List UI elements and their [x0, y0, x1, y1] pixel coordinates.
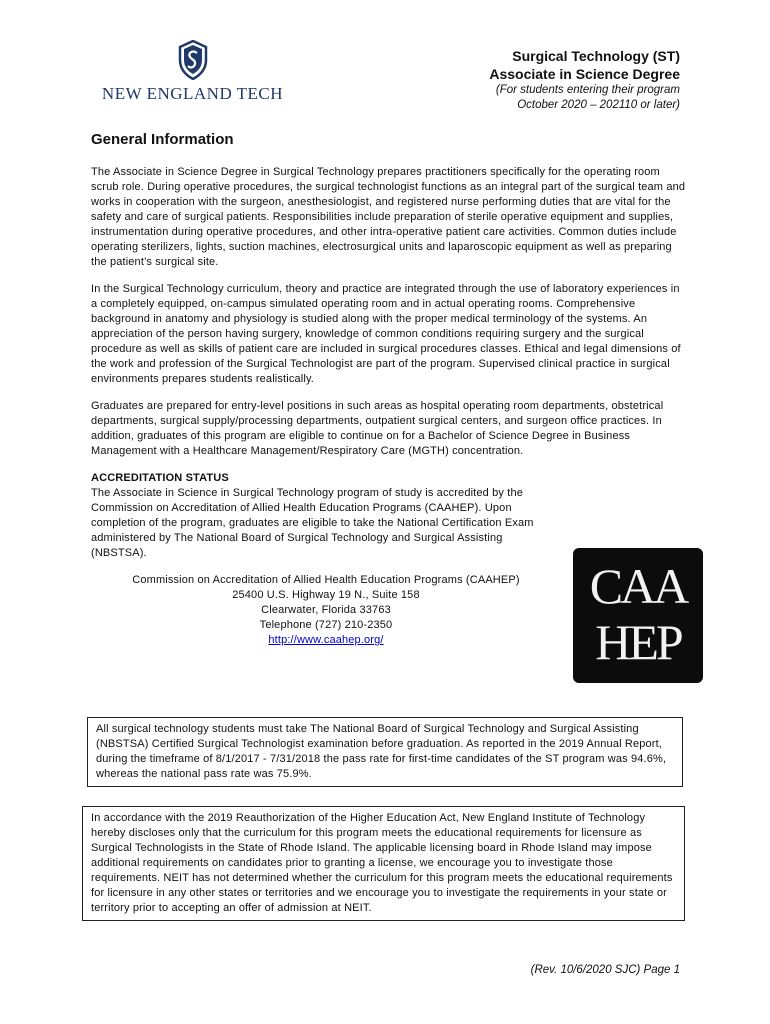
degree-title: Associate in Science Degree	[489, 66, 680, 82]
page-footer: (Rev. 10/6/2020 SJC) Page 1	[530, 964, 680, 976]
logo-text: NEW ENGLAND TECH	[101, 84, 284, 103]
address-line: 25400 U.S. Highway 19 N., Suite 158	[232, 589, 420, 601]
paragraph-graduates: Graduates are prepared for entry-level positions in such areas as hospital operating room departments, obstetrical departments, surgical supply/processing departments, outpatient surgical centers, and surgeon office practices. In addition, graduates of this program are eligible to continue on for a Bachelor of Science Degree in Business Management with a Healthcare Management/Respiratory Care (MGTH) concentration.	[91, 400, 664, 457]
program-title: Surgical Technology (ST)	[512, 48, 680, 64]
accreditation-title: ACCREDITATION STATUS	[91, 472, 229, 484]
document-header	[489, 47, 680, 113]
paragraph-overview: The Associate in Science Degree in Surgical Technology prepares practitioners specifically for the operating room scrub role. During operative procedures, the surgical technologist functions as an integral part of the surgical team and works in cooperation with the surgeon, anesthesiologist, and registered nurse performing duties that are vital for the safety and care of surgical patients. Responsibilities include preparation of sterile operative equipment and supplies, instrumentation during operative procedures, and other intra-operative patient care activities. Common duties include operating sterilizers, lights, suction machines, electrosurgical units and laparoscopic equipment as well as preparing the patient’s surgical site.	[91, 166, 686, 268]
exam-notice-box: All surgical technology students must take The National Board of Surgical Technology and Surgical Assisting (NBSTSA) Certified Surgical Technologist examination before graduation. As reported in the 2019 Annual Report, during the timeframe of 8/1/2017 - 7/31/2018 the pass rate for first-time candidates of the ST program was 94.6%, whereas the national pass rate was 75.9%.	[87, 717, 683, 787]
paragraph-curriculum: In the Surgical Technology curriculum, theory and practice are integrated through the use of laboratory experiences in a completely equipped, on-campus simulated operating room and in actual operating rooms. Comprehensive background in anatomy and physiology is studied along with the proper medical terminology of the systems. An appreciation of the person having surgery, knowledge of common conditions requiring surgery and the surgical procedure as well as skills of patient care are included in surgical procedures classes. Ethical and legal dimensions of the work and profession of the Surgical Technologist are part of the program. Supervised clinical practice in surgical environments prepares students realistically.	[91, 283, 681, 385]
licensure-disclosure-box: In accordance with the 2019 Reauthorization of the Higher Education Act, New England Institute of Technology hereby discloses only that the curriculum for this program meets the educational requirements for licensure as Surgical Technologists in the State of Rhode Island. The applicable licensing board in Rhode Island may impose additional requirements on candidates prior to granting a license, we encourage you to investigate those requirements. NEIT has not determined whether the curriculum for this program meets the educational requirements for licensure in any other states or territories and we encourage you to investigate the requirements in your state or territory prior to accepting an offer of admission at NEIT.	[82, 806, 685, 921]
caahep-address	[91, 573, 561, 648]
address-line: Clearwater, Florida 33763	[261, 604, 391, 616]
caahep-logo-line2: HEP	[595, 614, 681, 670]
entry-note-line1: (For students entering their program	[495, 84, 680, 96]
caahep-logo	[573, 548, 703, 683]
caahep-logo-line1: CAA	[589, 558, 687, 614]
address-line: Commission on Accreditation of Allied Health Education Programs (CAAHEP)	[132, 574, 520, 586]
accreditation-text: The Associate in Science in Surgical Technology program of study is accredited by the Commission on Accreditation of Allied Health Education Programs (CAAHEP). Upon completion of the program, graduates are eligible to take the National Certification Exam administered by The National Board of Surgical Technology and Surgical Assisting (NBSTSA).	[91, 487, 534, 559]
caahep-link[interactable]: http://www.caahep.org/	[268, 634, 384, 646]
new-england-tech-logo	[100, 40, 285, 106]
address-line: Telephone (727) 210-2350	[259, 619, 393, 631]
section-title: General Information	[91, 131, 234, 148]
shield-s-icon	[178, 40, 208, 80]
entry-note-line2: October 2020 – 202110 or later)	[517, 99, 680, 111]
